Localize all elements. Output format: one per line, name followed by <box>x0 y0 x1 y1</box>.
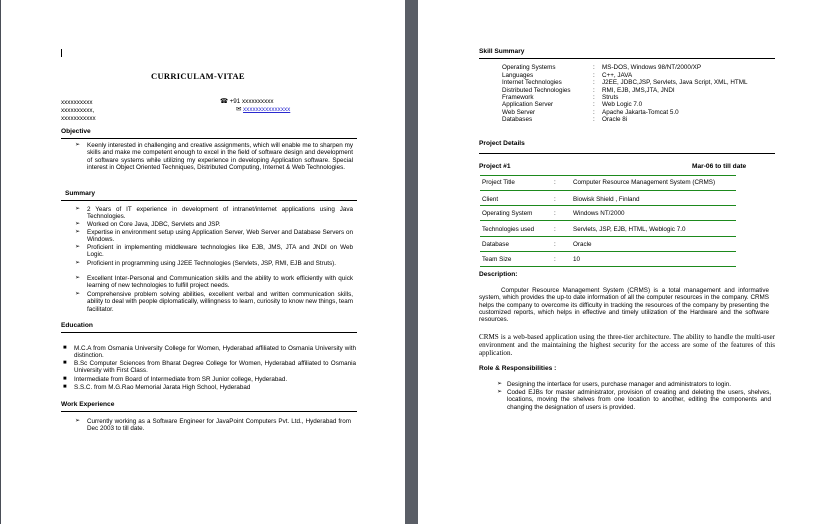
summary-item: 2 Years of IT experience in development of intranet/internet applications using Java Technologies. <box>87 206 353 221</box>
skill-label: Languages <box>502 72 534 79</box>
project-row-value: Servlets, JSP, EJB, HTML, Weblogic 7.0 <box>573 226 686 233</box>
skill-value: Struts <box>602 94 619 101</box>
project-row-value: Windows NT/2000 <box>573 210 625 217</box>
skill-colon: : <box>593 109 595 116</box>
skill-value: Web Logic 7.0 <box>602 101 643 108</box>
email-link[interactable]: xxxxxxxxxxxxxxx <box>243 106 291 113</box>
bullet-arrow-icon: ➢ <box>75 244 81 250</box>
project-row-colon: : <box>554 241 556 248</box>
skill-label: Databases <box>502 116 533 123</box>
work-rule <box>61 411 357 412</box>
skill-colon: : <box>593 79 595 86</box>
bullet-arrow-icon: ➢ <box>75 418 81 424</box>
bullet-dot-icon: ■ <box>63 345 67 351</box>
address-line-2: xxxxxxxxxx, <box>61 107 95 114</box>
work-item: Currently working as a Software Engineer for JavaPoint Computers Pvt. Ltd., Hyderabad from Dec 2003 to till date. <box>87 418 351 433</box>
address-line-1: xxxxxxxxxx <box>61 99 93 106</box>
phone-row <box>220 98 274 105</box>
address-line-3: xxxxxxxxxxx <box>61 115 96 122</box>
bullet-arrow-icon: ➢ <box>75 229 81 235</box>
work-heading: Work Experience <box>61 401 115 408</box>
table-rule <box>480 205 736 206</box>
education-item: B.Sc Computer Sciences from Bharat Degree College for Women, Hyderabad affiliated to Osmania University with First Class. <box>74 360 356 375</box>
roles-heading: Role & Responsibilities : <box>479 365 557 372</box>
summary-item: Comprehensive problem solving abilities, excellent verbal and written communication skills, ability to deal with people diplomatically, willingness to learn, curiosity to know new things, team facilitator. <box>87 291 353 313</box>
skill-colon: : <box>593 116 595 123</box>
skill-value: MS-DOS, Windows 98/NT/2000/XP <box>602 64 702 71</box>
bullet-arrow-icon: ➢ <box>75 206 81 212</box>
table-rule <box>480 190 736 191</box>
table-rule <box>480 266 736 267</box>
project-row-value: 10 <box>573 256 581 263</box>
project-row-label: Technologies used <box>482 226 535 233</box>
project-date: Mar-06 to till date <box>692 163 747 170</box>
bullet-arrow-icon: ➢ <box>75 221 81 227</box>
skill-label: Operating Systems <box>502 64 556 71</box>
skill-label: Internet Technologies <box>502 79 562 86</box>
education-item: Intermediate from Board of Intermediate from SR Junior college, Hyderabad. <box>74 376 288 383</box>
education-rule <box>61 332 357 333</box>
table-rule <box>480 251 736 252</box>
bullet-arrow-icon: ➢ <box>75 260 81 266</box>
skill-value: Apache Jakarta-Tomcat 5.0 <box>602 109 679 116</box>
summary-item: Worked on Core Java, JDBC, Servlets and JSP. <box>87 221 221 228</box>
project-heading: Project Details <box>479 140 525 147</box>
project-row-label: Client <box>482 196 499 203</box>
skill-value: RMI, EJB, JMS,JTA, JNDI <box>602 87 675 94</box>
project-row-label: Database <box>482 241 509 248</box>
page-title: CURRICULAM-VITAE <box>151 71 245 81</box>
resume-page-2 <box>418 0 826 524</box>
summary-heading: Summary <box>65 190 96 197</box>
bullet-dot-icon: ■ <box>63 376 67 382</box>
bullet-arrow-icon: ➢ <box>75 275 81 281</box>
page-gap <box>405 0 418 524</box>
bullet-arrow-icon: ➢ <box>497 381 503 387</box>
skill-heading: Skill Summary <box>479 48 525 55</box>
email-row <box>236 106 290 113</box>
project-row-value: Biowisk Shield , Finland <box>573 196 640 203</box>
phone-icon: ☎ <box>220 98 228 105</box>
project-row-colon: : <box>554 210 556 217</box>
objective-heading: Objective <box>61 128 91 135</box>
skill-label: Distributed Technologies <box>502 87 571 94</box>
bullet-arrow-icon: ➢ <box>75 291 81 297</box>
phone-number: +91 xxxxxxxxxx <box>229 98 274 105</box>
project-rule <box>479 153 775 154</box>
bullet-dot-icon: ■ <box>63 360 67 366</box>
project-row-value: Oracle <box>573 241 592 248</box>
text-cursor <box>61 49 62 57</box>
bullet-arrow-icon: ➢ <box>75 142 81 148</box>
skill-label: Web Server <box>502 109 536 116</box>
skill-colon: : <box>593 64 595 71</box>
summary-item: Proficient in programming using J2EE Technologies (Servlets, JSP, RMI, EJB and Struts). <box>87 260 336 267</box>
skill-label: Framework <box>502 94 534 101</box>
education-item: S.S.C. from M.G.Rao Memorial Jarata High School, Hyderabad <box>74 384 251 391</box>
description-text: Computer Resource Management System (CRMS) is a total management and informative system, which provides the up-to date information of all the computer resources in the company. CRMS helps the company to overcome its difficulty in tracking the resources of the company by presenting the customized reports, which helps in effective and timely utilization of the Hardware and the software resources. <box>479 287 769 324</box>
skill-colon: : <box>593 94 595 101</box>
email-icon: ✉ <box>236 106 242 113</box>
skill-value: C++, JAVA <box>602 72 633 79</box>
skill-colon: : <box>593 101 595 108</box>
table-rule <box>480 220 736 221</box>
project-row-colon: : <box>554 256 556 263</box>
project-row-colon: : <box>554 179 556 186</box>
project-row-colon: : <box>554 226 556 233</box>
skill-colon: : <box>593 87 595 94</box>
table-rule <box>480 175 736 176</box>
skill-colon: : <box>593 72 595 79</box>
summary-item: Proficient in implementing middleware technologies like EJB, JMS, JTA and JNDI on Web Logic. <box>87 244 353 259</box>
roles-item: Designing the interface for users, purchase manager and administrators to login. <box>507 381 732 388</box>
education-heading: Education <box>61 322 93 329</box>
objective-text: Keenly interested in challenging and creative assignments, which will enable me to sharpen my skills and make me competent enough to excel in the field of software design and development of software systems while utilizing my experience in developing Application software. Special interest in Object Oriented Techniques, Distributed Computing, Internet & Web Technologies. <box>87 142 353 171</box>
skill-value: J2EE, JDBC,JSP, Servlets, Java Script, XML, HTML <box>602 79 748 86</box>
bullet-arrow-icon: ➢ <box>497 389 503 395</box>
skill-label: Application Server <box>502 101 554 108</box>
project-name: Project #1 <box>479 163 511 170</box>
description-architecture: CRMS is a web-based application using the three-tier architecture. The ability to handle the multi-user environment and the maintaining the highest security for the access are some of the features of this application. <box>479 333 775 357</box>
table-rule <box>480 236 736 237</box>
project-row-label: Operating System <box>482 210 533 217</box>
summary-item: Excellent Inter-Personal and Communication skills and the ability to work efficiently with quick learning of new technologies to fulfill project needs. <box>87 275 353 290</box>
description-heading: Description: <box>479 271 518 278</box>
roles-item: Coded EJBs for master administrator, provision of creating and deleting the users, shelves, locations, moving the shelves from one location to another, editing the components and changing the designation of users is provided. <box>507 389 771 411</box>
project-row-label: Project Title <box>482 179 515 186</box>
resume-page-1 <box>1 0 405 524</box>
project-row-value: Computer Resource Management System (CRMS) <box>573 179 716 186</box>
summary-item: Expertise in environment setup using Application Server, Web Server and Database Servers on Windows. <box>87 229 353 244</box>
project-row-colon: : <box>554 196 556 203</box>
bullet-dot-icon: ■ <box>63 384 67 390</box>
education-item: M.C.A from Osmania University College for Women, Hyderabad affiliated to Osmania University with distinction. <box>74 345 356 360</box>
objective-rule <box>61 138 357 139</box>
skill-rule <box>479 58 775 59</box>
skill-value: Oracle 8i <box>602 116 628 123</box>
project-row-label: Team Size <box>482 256 512 263</box>
summary-rule <box>61 200 357 201</box>
